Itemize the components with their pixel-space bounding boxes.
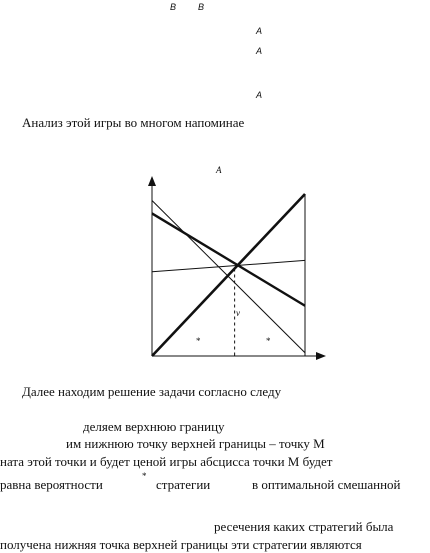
fragment-b1: B: [170, 2, 177, 12]
series-line-4: [152, 260, 305, 271]
line-6: получена нижняя точка верхней границы эти стратегии являются: [0, 537, 362, 552]
y-axis-arrow: [148, 176, 156, 186]
line-2: им нижнюю точку верхней границы – точку M: [66, 436, 325, 451]
star-right: *: [266, 336, 271, 346]
figure-top-label: A: [216, 165, 222, 175]
line-5: ресечения каких стратегий была: [214, 519, 394, 534]
paragraph-2: Далее находим решение задачи согласно следу: [22, 384, 282, 399]
line-1: деляем верхнюю границу: [83, 419, 225, 434]
line-4: равна вероятности: [0, 477, 103, 492]
strategy-lines: [152, 194, 305, 356]
series-line-2: [152, 213, 305, 305]
fragment-b2: B: [198, 2, 205, 12]
paragraph-1: Анализ этой игры во многом напоминае: [22, 115, 245, 130]
fragment-a2: A: [256, 46, 263, 56]
fragment-a3: A: [256, 90, 263, 100]
nu-label: ν: [236, 308, 240, 318]
x-axis-arrow: [316, 352, 326, 360]
fragment-a1: A: [256, 26, 263, 36]
line-4-c: в оптимальной смешанной: [252, 477, 401, 492]
line-3: ната этой точки и будет ценой игры абсцисса точки M будет: [0, 454, 333, 469]
series-line-1: [152, 194, 305, 356]
line-4-b: стратегии: [156, 477, 211, 492]
line-4-star: *: [142, 471, 147, 481]
star-left: *: [196, 336, 201, 346]
